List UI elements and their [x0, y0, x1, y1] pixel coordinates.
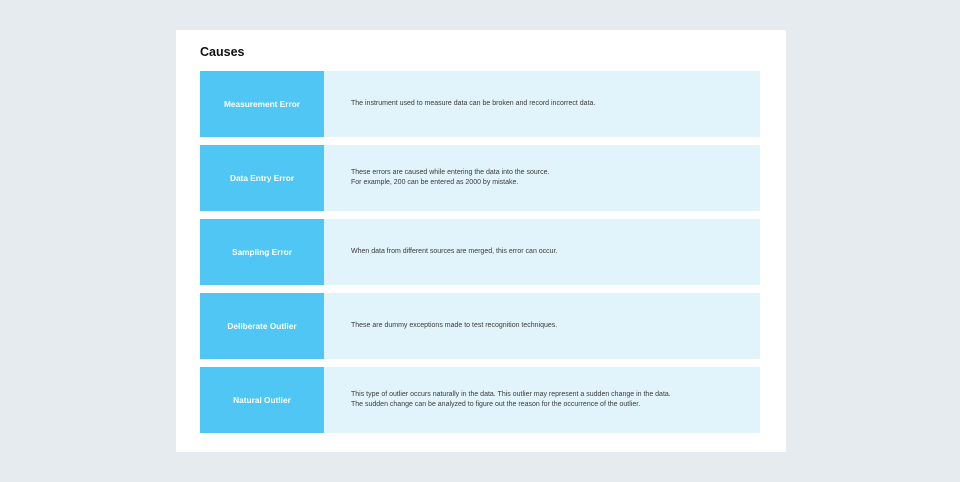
description-line: This type of outlier occurs naturally in the data. This outlier may represent a sudden change in the data. — [351, 391, 671, 398]
cause-label: Natural Outlier — [200, 367, 324, 433]
section-title: Causes — [200, 45, 245, 59]
cause-row-deliberate-outlier — [200, 293, 760, 359]
cause-description — [324, 293, 760, 359]
description-line: When data from different sources are merged, this error can occur. — [351, 248, 558, 255]
description-line: For example, 200 can be entered as 2000 by mistake. — [351, 179, 519, 186]
cause-label: Measurement Error — [200, 71, 324, 137]
cause-row-natural-outlier — [200, 367, 760, 433]
description-line: These errors are caused while entering the data into the source. — [351, 169, 550, 176]
cause-description — [324, 219, 760, 285]
cause-description — [324, 71, 760, 137]
description-line: The sudden change can be analyzed to figure out the reason for the occurrence of the outlier. — [351, 401, 641, 408]
cause-label: Data Entry Error — [200, 145, 324, 211]
cause-row-measurement-error — [200, 71, 760, 137]
cause-description — [324, 367, 760, 433]
cause-row-sampling-error — [200, 219, 760, 285]
cause-label: Deliberate Outlier — [200, 293, 324, 359]
description-line: These are dummy exceptions made to test recognition techniques. — [351, 322, 558, 329]
causes-card — [176, 30, 786, 452]
cause-description — [324, 145, 760, 211]
cause-row-data-entry-error — [200, 145, 760, 211]
causes-list — [200, 71, 760, 433]
description-line: The instrument used to measure data can be broken and record incorrect data. — [351, 100, 596, 107]
cause-label: Sampling Error — [200, 219, 324, 285]
